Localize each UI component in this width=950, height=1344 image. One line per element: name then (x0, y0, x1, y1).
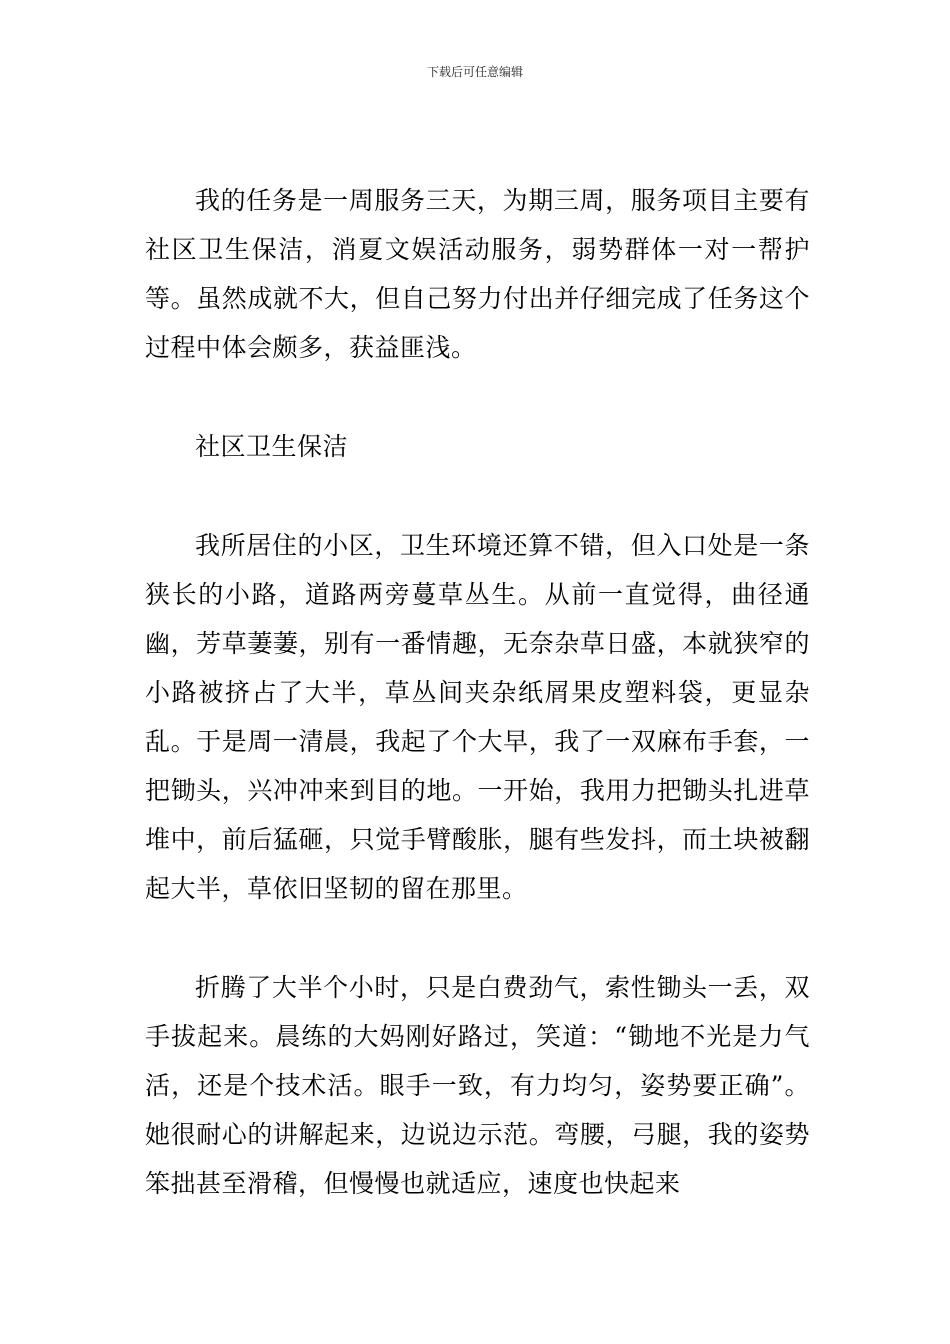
paragraph-community-path: 我所居住的小区，卫生环境还算不错，但入口处是一条狭长的小路，道路两旁蔓草丛生。从前一直觉得，曲径通幽，芳草萋萋，别有一番情趣，无奈杂草日盛，本就狭窄的小路被挤占了大半，草丛间夹杂纸屑果皮塑料袋，更显杂乱。于是周一清晨，我起了个大早，我了一双麻布手套，一把锄头，兴冲冲来到目的地。一开始，我用力把锄头扎进草堆中，前后猛砸，只觉手臂酸胀，腿有些发抖，而土块被翻起大半，草依旧坚韧的留在那里。 (145, 531, 810, 903)
paragraph-intro: 我的任务是一周服务三天，为期三周，服务项目主要有社区卫生保洁，消夏文娱活动服务，弱势群体一对一帮护等。虽然成就不大，但自己努力付出并仔细完成了任务这个过程中体会颇多，获益匪浅。 (145, 186, 810, 362)
document-body (145, 176, 810, 1208)
paragraph-weeding: 折腾了大半个小时，只是白费劲气，索性锄头一丢，双手拔起来。晨练的大妈刚好路过，笑道：“锄地不光是力气活，还是个技术活。眼手一致，有力均匀，姿势要正确”。她很耐心的讲解起来，边说边示范。弯腰，弓腿，我的姿势笨拙甚至滑稽，但慢慢也就适应，速度也快起来 (145, 973, 810, 1198)
section-heading-cleaning: 社区卫生保洁 (195, 432, 349, 461)
page-header-note: 下载后可任意编辑 (426, 65, 523, 79)
